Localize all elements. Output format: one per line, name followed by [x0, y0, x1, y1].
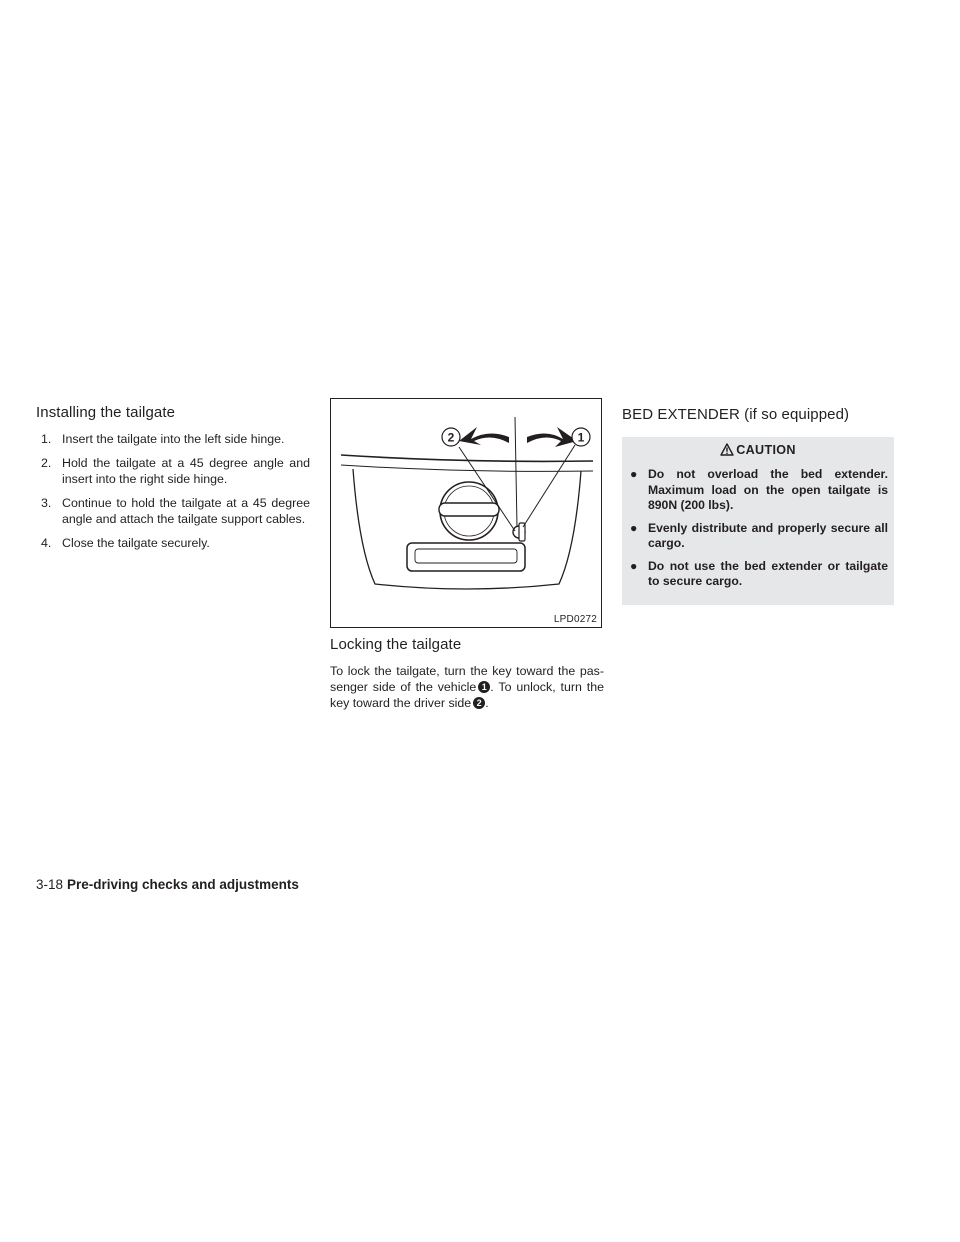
locking-text-c: . — [485, 696, 489, 710]
handle-bar — [439, 503, 499, 516]
arrow-left-icon — [459, 427, 509, 445]
list-item — [36, 455, 310, 487]
step-text: Close the tailgate securely. — [62, 536, 210, 550]
list-item — [36, 535, 310, 551]
bed-extender-section — [622, 406, 896, 605]
tailgate-lock-illustration — [330, 398, 602, 628]
bullet-icon: ● — [630, 467, 638, 481]
leader-line-vertical — [515, 417, 517, 527]
step-number: 4. — [41, 536, 52, 550]
caution-box — [622, 437, 894, 605]
tailgate-drawing — [331, 399, 603, 629]
locking-text-a: To lock the tailgate, turn the key toward the pas-senger side of the vehicle — [330, 664, 604, 694]
page-footer — [36, 877, 299, 892]
bullet-icon: ● — [630, 558, 638, 573]
locking-heading: Locking the tailgate — [330, 636, 462, 653]
step-text: Hold the tailgate at a 45 degree angle and insert into the right side hinge. — [62, 456, 310, 486]
caution-text: Do not use the bed extender or tailgate to secure cargo. — [648, 558, 888, 588]
installing-steps — [36, 431, 310, 551]
step-text: Continue to hold the tailgate at a 45 degree angle and attach the tailgate support cables. — [62, 496, 310, 526]
list-item — [36, 431, 310, 447]
page-number: 3-18 — [36, 877, 64, 892]
step-number: 2. — [41, 456, 52, 470]
bullet-icon: ● — [630, 520, 638, 535]
tailgate-handle — [407, 543, 525, 571]
locking-text-b: . To unlock, turn the key toward the driver side — [330, 680, 604, 710]
callout-2-marker: 2 — [473, 697, 485, 709]
list-item — [628, 467, 888, 514]
callout-2-label: 2 — [447, 430, 455, 445]
chapter-title: Pre-driving checks and adjustments — [67, 877, 299, 892]
list-item — [628, 559, 888, 590]
warning-triangle-icon — [720, 443, 734, 456]
callout-1-marker: 1 — [478, 681, 490, 693]
tailgate-top-edge-inner — [341, 465, 593, 471]
caution-list — [628, 467, 888, 590]
step-text: Insert the tailgate into the left side hinge. — [62, 432, 285, 446]
caution-title — [628, 443, 888, 457]
installing-heading: Installing the tailgate — [36, 404, 176, 421]
locking-section — [330, 398, 604, 711]
callout-1-label: 1 — [577, 430, 585, 445]
caution-text: Evenly distribute and properly secure all cargo. — [648, 520, 888, 550]
leader-line-1 — [523, 445, 575, 527]
step-number: 1. — [41, 432, 52, 446]
caution-label: CAUTION — [736, 443, 796, 457]
arrow-right-icon — [527, 427, 577, 447]
list-item — [36, 495, 310, 527]
installing-section — [36, 404, 310, 559]
list-item — [628, 521, 888, 552]
locking-paragraph — [330, 663, 604, 711]
step-number: 3. — [41, 496, 52, 510]
bed-extender-heading: BED EXTENDER (if so equipped) — [622, 406, 850, 423]
figure-code: LPD0272 — [553, 614, 597, 625]
caution-text: Do not overload the bed extender. Maximum load on the open tailgate is 890N (200 lbs). — [648, 467, 888, 512]
